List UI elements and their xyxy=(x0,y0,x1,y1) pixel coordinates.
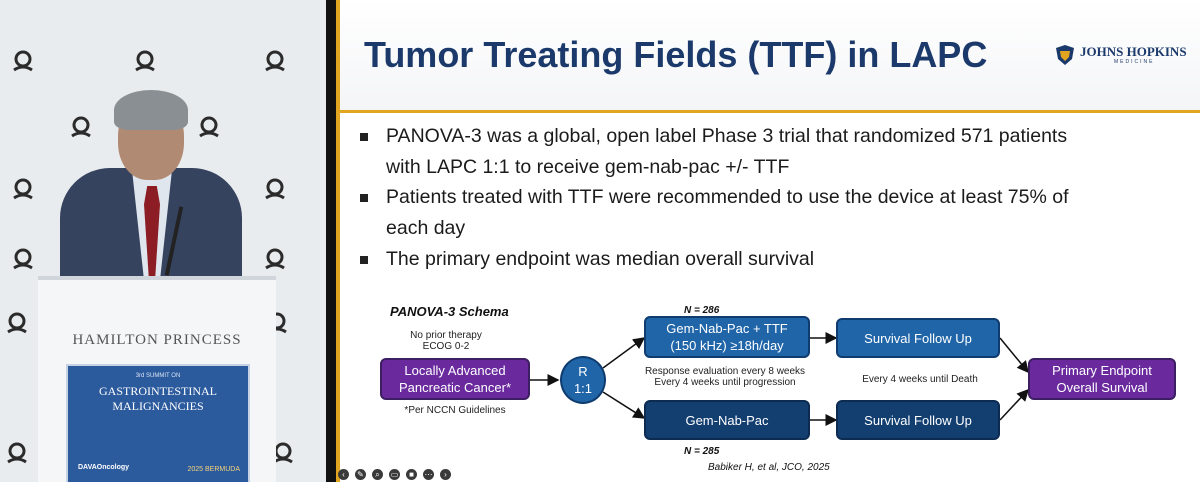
population-box xyxy=(380,358,530,400)
pen-icon[interactable]: ✎ xyxy=(355,469,366,480)
randomize-ratio: 1:1 xyxy=(573,381,593,396)
podium-title-line1: GASTROINTESTINAL xyxy=(99,384,217,398)
arm1-n: N = 286 xyxy=(684,305,720,316)
followup-note: Every 4 weeks until Death xyxy=(862,374,978,385)
arm1-line: Gem-Nab-Pac + TTF xyxy=(666,321,788,336)
dava-logo-icon xyxy=(262,48,288,74)
citation: Babiker H, et al, JCO, 2025 xyxy=(708,462,830,473)
speaker-video xyxy=(0,0,326,482)
dava-logo-icon xyxy=(262,176,288,202)
podium-title-line2: MALIGNANCIES xyxy=(112,399,204,413)
dava-logo-icon xyxy=(196,114,222,140)
dava-logo-icon xyxy=(68,114,94,140)
eligibility-line: ECOG 0-2 xyxy=(422,341,470,352)
more-icon[interactable]: ⋯ xyxy=(424,469,433,479)
dava-logo-icon xyxy=(262,246,288,272)
camera-icon[interactable]: ■ xyxy=(406,469,417,480)
followup-box-1: Survival Follow Up xyxy=(836,318,1000,358)
dava-logo-icon xyxy=(4,440,30,466)
back-icon[interactable]: ‹ xyxy=(338,469,349,480)
population-line: Locally Advanced xyxy=(404,363,506,378)
bullet-line: PANOVA-3 was a global, open label Phase 3 trial that randomized 571 patients xyxy=(386,125,1068,147)
endpoint-line: Primary Endpoint xyxy=(1052,363,1152,378)
randomization-node xyxy=(560,356,606,404)
evaluation-line: Every 4 weeks until progression xyxy=(654,377,796,388)
eligibility-note xyxy=(386,330,506,352)
dava-logo-icon xyxy=(10,246,36,272)
arm2-box: Gem-Nab-Pac xyxy=(644,400,810,440)
schema-title: PANOVA-3 Schema xyxy=(390,304,509,319)
bullet-line: each day xyxy=(386,217,466,239)
dava-logo-icon xyxy=(10,176,36,202)
podium xyxy=(38,276,276,482)
speaker-hair xyxy=(114,90,188,130)
forward-icon[interactable]: › xyxy=(440,469,451,480)
bullet-line: Patients treated with TTF were recommended to use the device at least 75% of xyxy=(386,186,1069,208)
podium-brand: HAMILTON PRINCESS xyxy=(72,332,242,348)
randomize-label: R xyxy=(578,364,588,379)
bullet-line: The primary endpoint was median overall survival xyxy=(386,248,815,270)
footnote: *Per NCCN Guidelines xyxy=(404,405,506,416)
logo-subtitle: MEDICINE xyxy=(1114,59,1155,65)
dava-logo-icon xyxy=(4,310,30,336)
evaluation-note xyxy=(620,366,830,388)
logo-name: JOHNS HOPKINS xyxy=(1080,44,1187,59)
evaluation-line: Response evaluation every 8 weeks xyxy=(644,366,806,377)
podium-sponsor: DAVAOncology xyxy=(78,464,130,471)
dava-logo-icon xyxy=(10,48,36,74)
bullet-line: with LAPC 1:1 to receive gem-nab-pac +/- TTF xyxy=(386,156,790,178)
arm1-box xyxy=(644,316,810,358)
podium-summit: 3rd SUMMIT ON xyxy=(135,373,181,379)
podium-year: 2025 BERMUDA xyxy=(187,466,240,473)
podium-panel xyxy=(66,364,250,482)
followup-box-2: Survival Follow Up xyxy=(836,400,1000,440)
slide-toolbar xyxy=(338,466,458,482)
eligibility-line: No prior therapy xyxy=(410,330,482,341)
presentation-slide xyxy=(336,0,1200,482)
search-icon[interactable]: ⌕ xyxy=(372,469,383,480)
endpoint-box xyxy=(1028,358,1176,400)
arm2-n: N = 285 xyxy=(684,446,720,457)
arm1-line: (150 kHz) ≥18h/day xyxy=(670,338,784,353)
population-line: Pancreatic Cancer* xyxy=(399,380,511,395)
slide-title: Tumor Treating Fields (TTF) in LAPC xyxy=(364,34,988,75)
subtitles-icon[interactable]: ▭ xyxy=(390,469,399,479)
endpoint-line: Overall Survival xyxy=(1056,380,1148,395)
dava-logo-icon xyxy=(132,48,158,74)
